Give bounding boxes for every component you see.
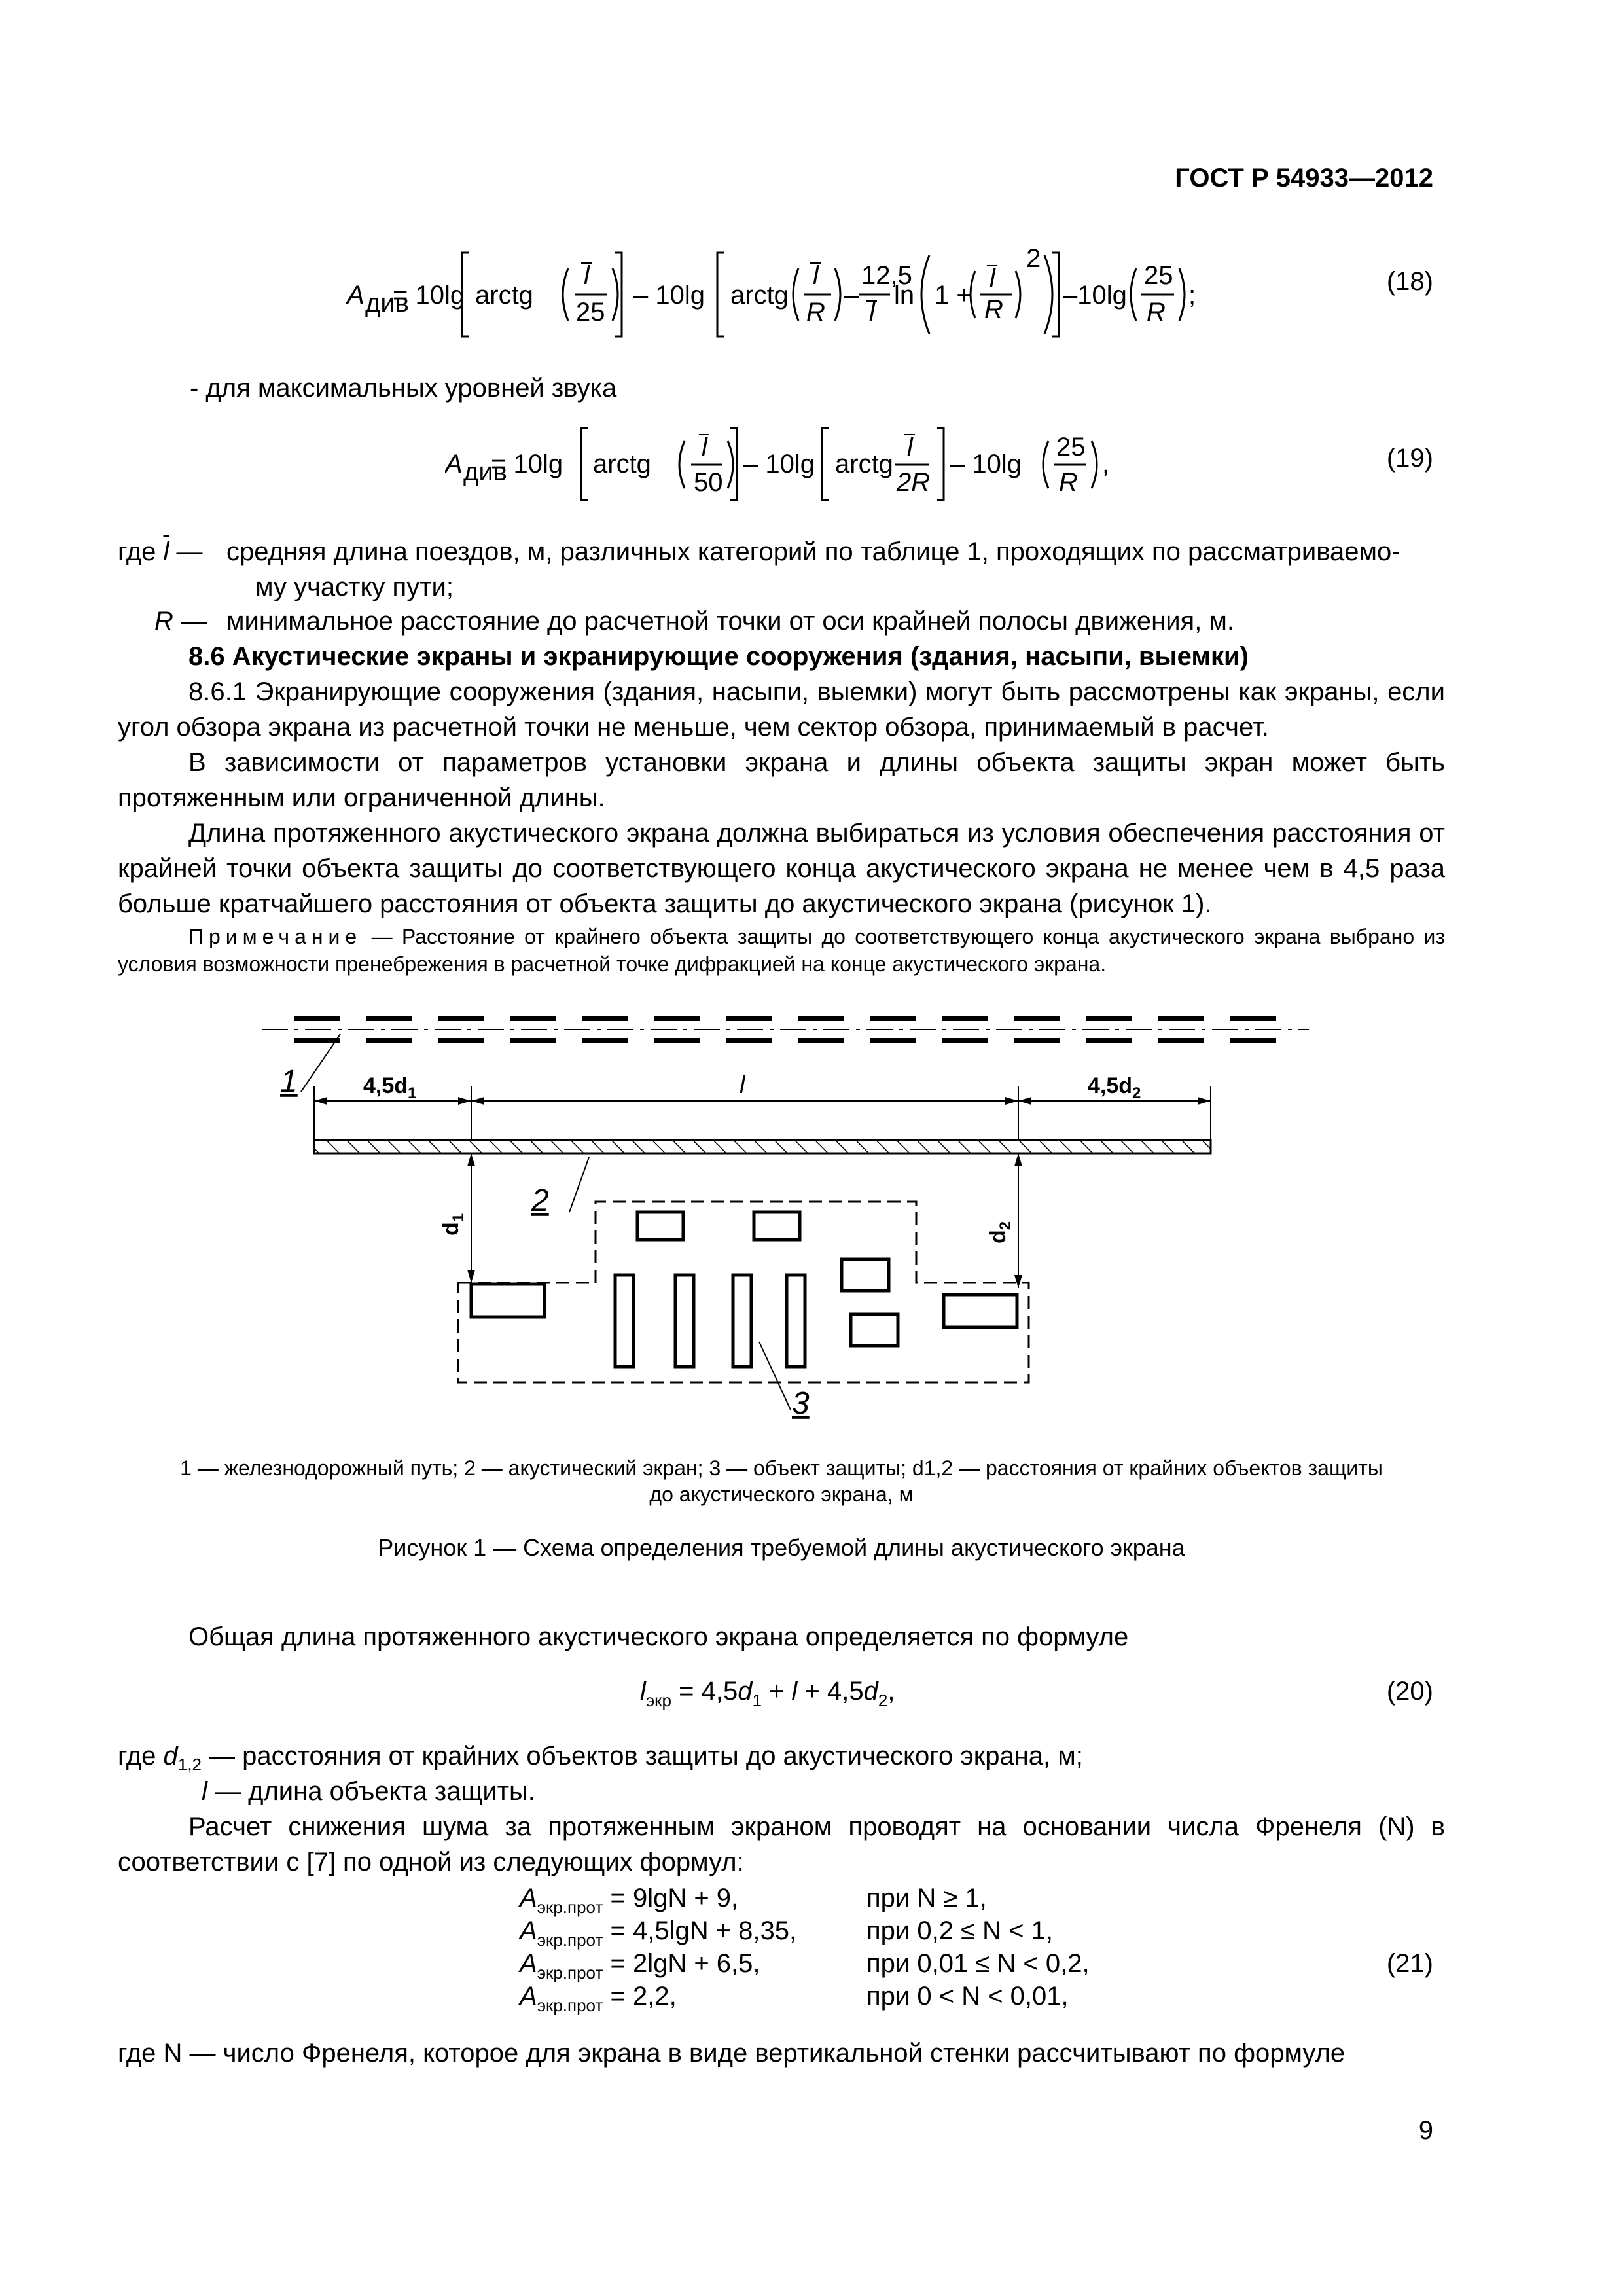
svg-text:= 10lg: = 10lg (393, 281, 465, 310)
equation-20-number: (20) (1386, 1677, 1433, 1706)
paragraph-total-length: Общая длина протяженного акустического экрана определяется по формуле (188, 1623, 1129, 1651)
note (118, 923, 1445, 978)
buildings (471, 1212, 1017, 1367)
equation-21-cond-3: при 0,01 ≤ N < 0,2, (866, 1949, 1090, 1978)
paragraph-screen-length: Длина протяженного акустического экрана должна выбираться из условия обеспечения расстояния от крайней точки объекта защиты до соответствующего конца акустического экрана не менее чем в 4,5 раза больше кратчайшего расстояния от объекта защиты до акустического экрана (рисунок 1). (118, 819, 1445, 918)
svg-text:1 +: 1 + (935, 281, 972, 310)
where-l-text-2: му участку пути; (255, 573, 454, 601)
svg-text:див: див (463, 457, 507, 486)
paragraph-fresnel-number: где N — число Френеля, которое для экрана в виде вертикальной стенки рассчитывают по формуле (118, 2039, 1346, 2068)
svg-text:arctg: arctg (730, 281, 789, 310)
svg-text:25: 25 (1144, 261, 1173, 290)
svg-text:l: l (702, 433, 707, 461)
svg-text:,: , (1102, 450, 1110, 478)
symbol-l: l (202, 1777, 207, 1806)
equation-21-cond-1: при N ≥ 1, (866, 1884, 987, 1912)
where-word-2: где (118, 1742, 156, 1770)
equation-19-number: (19) (1386, 444, 1433, 473)
svg-text:R: R (1059, 468, 1078, 497)
equation-21-row-1: $A_{экр.прот} = 9\lg N + 9$, (520, 1884, 739, 1917)
equation-21-number: (21) (1386, 1949, 1433, 1978)
equation-18-number: (18) (1386, 267, 1433, 296)
figure-caption: Рисунок 1 — Схема определения требуемой длины акустического экрана (378, 1534, 1185, 1561)
figure-legend-line-1: 1 — железнодорожный путь; 2 — акустический экран; 3 — объект защиты; d1,2 — расстояния от крайних объектов защиты (180, 1456, 1383, 1480)
label-3: 3 (792, 1386, 810, 1421)
equation-20: $l_{экр} = 4,5d_1 + l + 4,5d_2$, (640, 1677, 895, 1710)
svg-text:R: R (1147, 298, 1166, 327)
label-1: 1 (280, 1064, 298, 1099)
svg-text:R: R (984, 295, 1003, 324)
where-prefix (118, 534, 203, 569)
svg-text:– 10lg: – 10lg (950, 450, 1022, 478)
svg-text:–10lg: –10lg (1063, 281, 1127, 310)
symbol-l-bar: $\overline{l}$ (163, 537, 169, 566)
where-l-object-text: — длина объекта защиты. (215, 1777, 535, 1806)
paragraph-fresnel-calc: Расчет снижения шума за протяженным экраном проводят на основании числа Френеля (N) в соответствии с [7] по одной из следующих формул: (118, 1812, 1445, 1876)
dim-right-label: $4,5d_2$ (1088, 1073, 1141, 1102)
symbol-d-subscript: 1,2 (177, 1755, 202, 1774)
where-l-text-1: средняя длина поездов, м, различных категорий по таблице 1, проходящих по рассматриваемо- (226, 537, 1400, 566)
d1-label: $d_1$ (438, 1213, 467, 1236)
svg-text:l: l (907, 433, 913, 461)
label-2: 2 (531, 1183, 549, 1218)
svg-text:25: 25 (576, 298, 605, 327)
equation-21-row-3: $A_{экр.прот} = 2\lg N + 6,5$, (520, 1949, 760, 1982)
equation-19 (445, 419, 1165, 511)
dim-left-label: $4,5d_1$ (363, 1073, 417, 1102)
equation-21-row-2: $A_{экр.прот} = 4,5\lg N + 8,35$, (520, 1916, 797, 1950)
svg-text:A: A (347, 281, 365, 310)
svg-text:A: A (445, 450, 463, 478)
note-label: Примечание (188, 925, 363, 948)
svg-text:R: R (806, 298, 825, 327)
equation-21-cond-4: при 0 < N < 0,01, (866, 1982, 1069, 2011)
equation-18 (327, 242, 1257, 347)
svg-text:–: – (844, 281, 859, 310)
svg-text:l: l (813, 261, 819, 290)
paragraph-screen-types: В зависимости от параметров установки экрана и длины объекта защиты экран может быть протяженным или ограниченной длины. (118, 748, 1445, 812)
svg-text:l: l (990, 264, 995, 293)
svg-text:arctg: arctg (593, 450, 651, 478)
svg-text:l: l (584, 261, 590, 290)
figure-legend-line-2: до акустического экрана, м (649, 1482, 914, 1506)
where-word: где (118, 537, 156, 566)
page-number: 9 (1418, 2116, 1433, 2145)
svg-text:– 10lg: – 10lg (743, 450, 815, 478)
where-r-symbol (154, 603, 207, 639)
where-dash: — (176, 537, 203, 566)
svg-text:– 10lg: – 10lg (633, 281, 705, 310)
svg-text:= 10lg: = 10lg (491, 450, 563, 478)
svg-text:див: див (365, 289, 409, 317)
svg-text:2R: 2R (897, 468, 931, 497)
svg-text:arctg: arctg (475, 281, 533, 310)
where-d12-text: — расстояния от крайних объектов защиты до акустического экрана, м; (209, 1742, 1083, 1770)
svg-text:arctg: arctg (835, 450, 893, 478)
svg-text:;: ; (1188, 281, 1196, 310)
paragraph-8-6-1: 8.6.1 Экранирующие сооружения (здания, насыпи, выемки) могут быть рассмотрены как экраны, если угол обзора экрана из расчетной точки не меньше, чем сектор обзора, принимаемый в расчет. (118, 677, 1445, 742)
document-header: ГОСТ Р 54933—2012 (1175, 164, 1433, 192)
svg-text:25: 25 (1056, 433, 1086, 461)
dim-middle-label: l (740, 1071, 745, 1099)
svg-text:2: 2 (1026, 244, 1041, 273)
equation-21-cond-2: при 0,2 ≤ N < 1, (866, 1916, 1053, 1945)
where-r-text: минимальное расстояние до расчетной точки от оси крайней полосы движения, м. (226, 607, 1235, 636)
figure-1-diagram (262, 995, 1309, 1427)
svg-text:l: l (869, 298, 875, 327)
symbol-d: d (163, 1742, 178, 1770)
where-dash-2: — (181, 607, 207, 636)
equation-21-row-4: $A_{экр.прот} = 2,2$, (520, 1982, 677, 2015)
note-text: — Расстояние от крайнего объекта защиты до соответствующего конца акустического экрана выбрано из условия возможности пренебрежения в расчетной точке дифракцией на конце акустического экрана. (118, 925, 1446, 976)
d2-label: $d_2$ (986, 1221, 1014, 1244)
svg-text:ln: ln (894, 281, 915, 310)
svg-text:12,5: 12,5 (861, 261, 912, 290)
section-heading-8-6: 8.6 Акустические экраны и экранирующие сооружения (здания, насыпи, выемки) (188, 642, 1249, 671)
eq19-intro: - для максимальных уровней звука (190, 374, 617, 403)
acoustic-screen (314, 1140, 1211, 1153)
svg-text:50: 50 (694, 468, 723, 497)
symbol-r: R (154, 607, 173, 636)
where-l-object (202, 1774, 535, 1809)
